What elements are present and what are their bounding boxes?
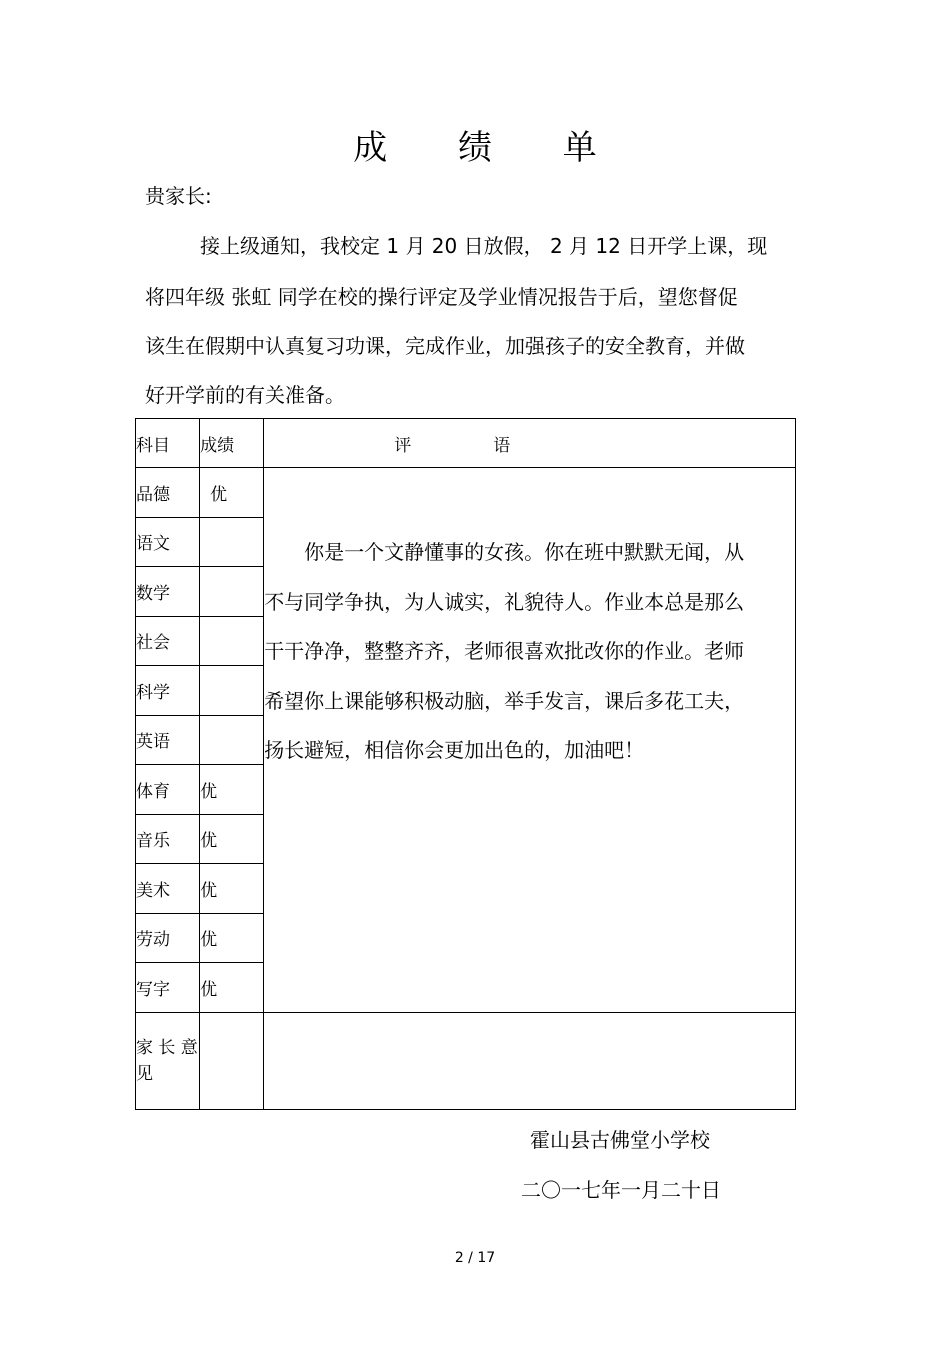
page-number: 2 / 17 [454, 1250, 496, 1266]
grade-cell: 优 [200, 864, 264, 914]
paragraph-line: 将四年级 张虹 同学在校的操行评定及学业情况报告于后，望您督促 [145, 285, 738, 309]
school-name: 霍山县古佛堂小学校 [530, 1128, 710, 1152]
grade-cell [200, 517, 264, 567]
subject-cell: 体育 [136, 765, 200, 815]
subject-cell: 科学 [136, 666, 200, 716]
subject-cell: 美术 [136, 864, 200, 914]
comment-line: 扬长避短，相信你会更加出色的，加油吧！ [264, 738, 645, 762]
grade-cell [200, 666, 264, 716]
comment-line: 希望你上课能够积极动脑，举手发言，课后多花工夫， [264, 688, 745, 713]
header-grade: 成绩 [200, 419, 264, 468]
table-row [136, 468, 796, 518]
header-comment-char-b: 语 [493, 435, 511, 456]
paragraph-line: 好开学前的有关准备。 [145, 383, 345, 407]
subject-cell: 语文 [136, 517, 200, 567]
paragraph-line: 该生在假期中认真复习功课，完成作业，加强孩子的安全教育，并做 [145, 334, 745, 358]
subject-cell: 写字 [136, 963, 200, 1013]
comment-cell [264, 468, 796, 1013]
subject-cell: 数学 [136, 567, 200, 617]
document-title: 成 绩 单 [353, 128, 627, 168]
grade-cell: 优 [200, 963, 264, 1013]
subject-cell: 英语 [136, 715, 200, 765]
grade-cell: 优 [200, 765, 264, 815]
grades-table [135, 418, 796, 1110]
grade-cell: 优 [200, 468, 264, 518]
teacher-comment [264, 528, 774, 776]
parent-opinion-field [264, 1012, 796, 1109]
grade-cell [200, 567, 264, 617]
grade-cell: 优 [200, 814, 264, 864]
header-subject: 科目 [136, 419, 200, 468]
paragraph-line: 接上级通知，我校定 1 月 20 日放假， 2 月 12 日开学上课，现 [200, 234, 768, 258]
grade-cell [200, 616, 264, 666]
subject-cell: 品德 [136, 468, 200, 518]
grade-cell [200, 715, 264, 765]
parent-opinion-label: 家 长 意 见 [136, 1012, 200, 1109]
comment-line: 不与同学争执，为人诚实，礼貌待人。作业本总是那么 [264, 589, 745, 614]
grade-cell: 优 [200, 913, 264, 963]
issue-date: 二〇一七年一月二十日 [521, 1178, 721, 1202]
header-comment [264, 419, 796, 468]
comment-line: 干干净净，整整齐齐，老师很喜欢批改你的作业。老师 [264, 639, 745, 663]
subject-cell: 音乐 [136, 814, 200, 864]
parent-opinion-row [136, 1012, 796, 1109]
subject-cell: 劳动 [136, 913, 200, 963]
table-header-row [136, 419, 796, 468]
header-comment-char-a: 评 [394, 435, 412, 456]
subject-cell: 社会 [136, 616, 200, 666]
parent-opinion-blank [200, 1012, 264, 1109]
salutation: 贵家长: [145, 184, 212, 208]
comment-line: 你是一个文静懂事的女孩。你在班中默默无闻，从 [264, 540, 745, 564]
